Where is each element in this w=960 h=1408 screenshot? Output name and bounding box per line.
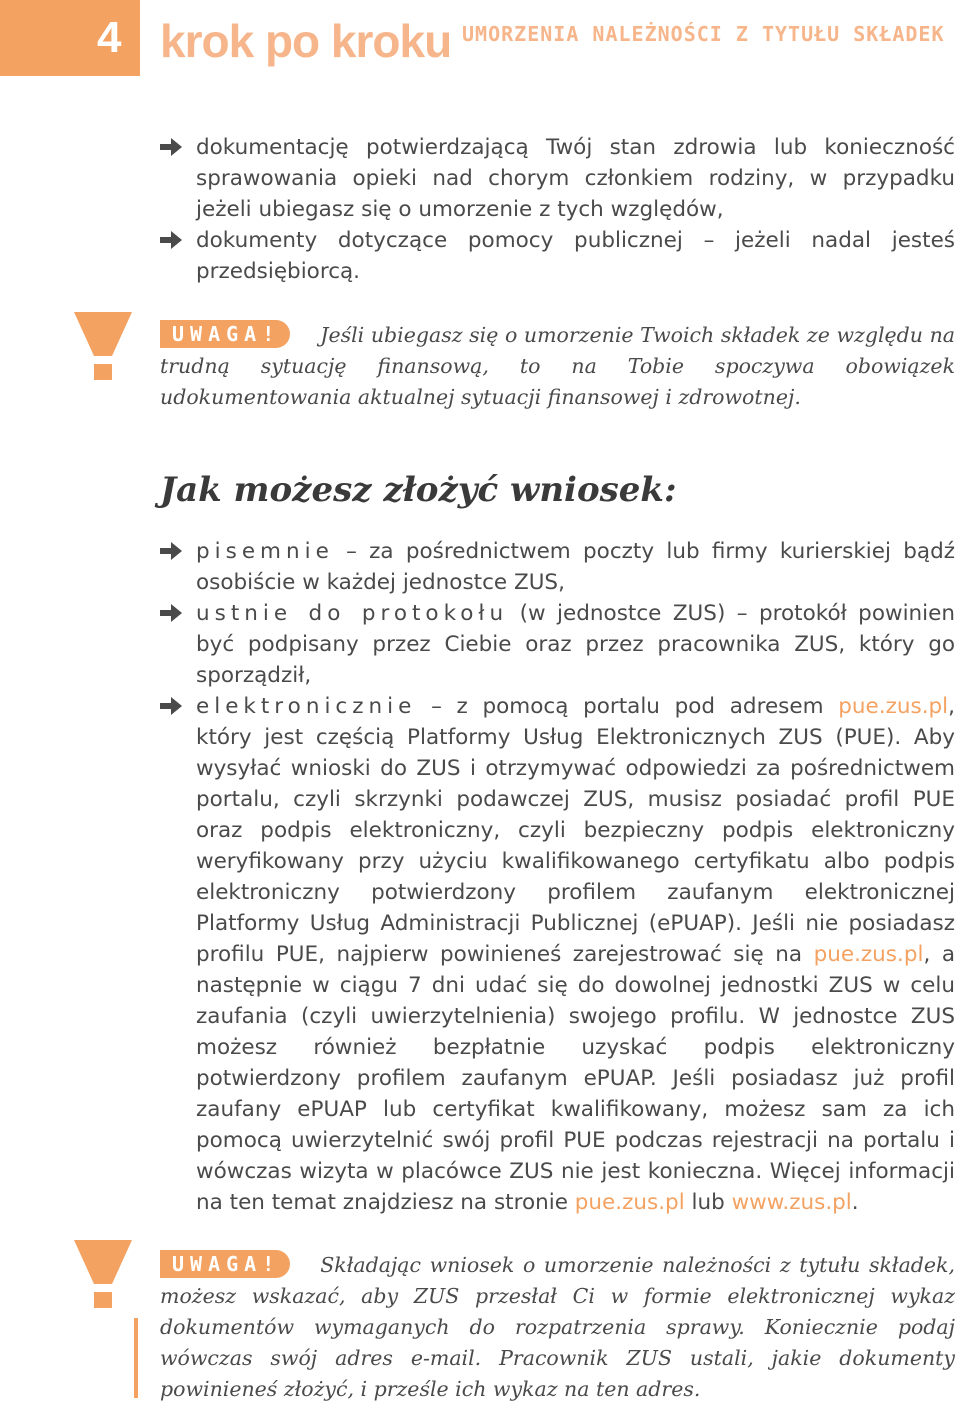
header-title: krok po kroku	[160, 15, 452, 67]
list-item: dokumentację potwierdzającą Twój stan zdrowia lub konieczność sprawowania opieki nad chorym członkiem rodziny, w przypadku jeżeli ubiegasz się o umorzenie z tych względów,	[160, 132, 955, 225]
arrow-right-icon	[160, 604, 182, 622]
zus-link[interactable]: www.zus.pl	[731, 1190, 852, 1215]
arrow-right-icon	[160, 697, 182, 715]
warning-badge: UWAGA!	[160, 320, 290, 348]
list-item: ustnie do protokołu (w jednostce ZUS) – protokół powinien być podpisany przez Ciebie oraz przez pracownika ZUS, który go sporządził,	[160, 598, 955, 691]
decorative-line	[134, 1318, 138, 1398]
warning-text: Jeśli ubiegasz się o umorzenie Twoich składek ze względu na trudną sytuację finansową, to na Tobie spoczywa obowiązek udokumentowania aktualnej sytuacji finansowej i zdrowotnej.	[160, 323, 955, 409]
documents-list	[160, 132, 955, 287]
warning-note-financial	[160, 320, 955, 413]
method-term: ustnie do protokołu	[196, 601, 509, 626]
header-subtitle: UMORZENIA NALEŻNOŚCI Z TYTUŁU SKŁADEK	[462, 22, 945, 46]
page-number: 4	[97, 13, 122, 62]
list-item: dokumenty dotyczące pomocy publicznej – jeżeli nadal jesteś przedsiębiorcą.	[160, 225, 955, 287]
method-term: elektronicznie	[196, 694, 417, 719]
method-term: pisemnie	[196, 539, 334, 564]
warning-text: Składając wniosek o umorzenie należności z tytułu składek, możesz wskazać, aby ZUS przesłał Ci w formie elektronicznej wykaz dokumentów wymaganych do rozpatrzenia sprawy. Koniecznie podaj wówczas swój adres e-mail. Pracownik ZUS ustali, jakie dokumenty powinieneś złożyć, i prześle ich wykaz na ten adres.	[160, 1253, 955, 1401]
arrow-right-icon	[160, 542, 182, 560]
pue-link[interactable]: pue.zus.pl	[813, 942, 924, 967]
methods-list	[160, 536, 955, 1218]
pue-link[interactable]: pue.zus.pl	[574, 1190, 685, 1215]
exclamation-icon	[70, 312, 138, 382]
list-item: elektronicznie – z pomocą portalu pod adresem pue.zus.pl, który jest częścią Platformy Usług Elektronicznych ZUS (PUE). Aby wysyłać wnioski do ZUS i otrzymywać odpowiedzi za pośrednictwem portalu, czyli skrzynki podawczej ZUS, musisz posiadać profil PUE oraz podpis elektroniczny, czyli bezpieczny podpis elektroniczny weryfikowany przy użyciu kwalifikowanego certyfikatu albo podpis elektroniczny potwierdzony profilem zaufanym elektronicznej Platformy Usług Administracji Publicznej (ePUAP). Jeśli nie posiadasz profilu PUE, najpierw powinieneś zarejestrować się na pue.zus.pl, a następnie w ciągu 7 dni udać się do dowolnej jednostki ZUS w celu zaufania (czyli uwierzytelnienia) swojego profilu. W jednostce ZUS możesz również bezpłatnie uzyskać podpis elektroniczny potwierdzony profilem zaufanym ePUAP. Jeśli posiadasz już profil zaufany ePUAP lub certyfikat kwalifikowany, możesz sam za ich pomocą uwierzytelnić swój profil PUE podczas rejestracji na portalu i wówczas wizyta w placówce ZUS nie jest konieczna. Więcej informacji na ten temat znajdziesz na stronie pue.zus.pl lub www.zus.pl.	[160, 691, 955, 1218]
exclamation-icon	[70, 1240, 138, 1310]
pue-link[interactable]: pue.zus.pl	[838, 694, 949, 719]
page-number-tab	[0, 0, 140, 76]
section-title: Jak możesz złożyć wniosek:	[160, 470, 677, 510]
arrow-right-icon	[160, 231, 182, 249]
warning-badge: UWAGA!	[160, 1250, 290, 1278]
warning-note-email	[160, 1250, 955, 1405]
arrow-right-icon	[160, 138, 182, 156]
list-item: pisemnie – za pośrednictwem poczty lub firmy kurierskiej bądź osobiście w każdej jednostce ZUS,	[160, 536, 955, 598]
